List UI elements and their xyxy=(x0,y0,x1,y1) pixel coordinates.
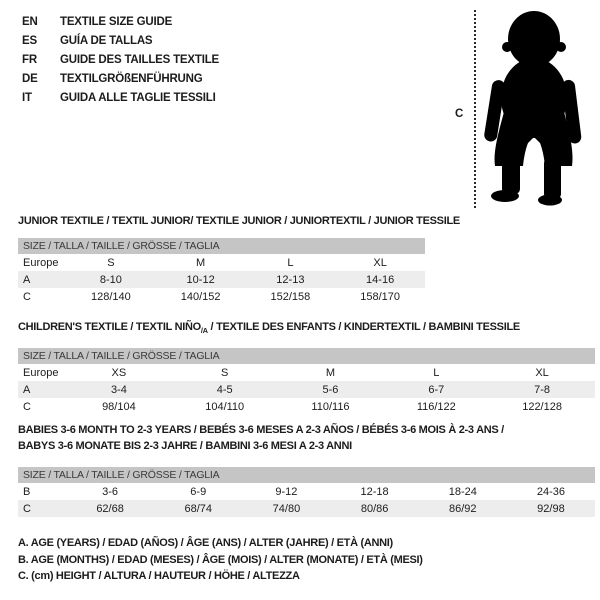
table-row xyxy=(18,500,595,517)
value-cell: 14-16 xyxy=(366,273,395,286)
language-label: TEXTILGRÖßENFÜHRUNG xyxy=(60,72,203,85)
value-cell: 74/80 xyxy=(272,502,301,515)
language-row-fr xyxy=(22,50,219,69)
toddler-silhouette xyxy=(482,8,582,206)
value-cell: 158/170 xyxy=(360,290,400,303)
row-label: C xyxy=(23,502,31,515)
footnote-legend xyxy=(18,535,423,585)
value-cell: 12-13 xyxy=(276,273,305,286)
value-cell: 3-4 xyxy=(110,383,127,396)
table-row xyxy=(18,254,425,271)
language-row-es xyxy=(22,31,219,50)
size-cell: L xyxy=(287,256,294,269)
language-code: ES xyxy=(22,34,37,47)
language-label: TEXTILE SIZE GUIDE xyxy=(60,15,173,28)
junior-size-table xyxy=(18,238,425,305)
row-label: A xyxy=(23,273,31,286)
value-cell: 152/158 xyxy=(270,290,311,303)
table-row xyxy=(18,288,425,305)
row-label: B xyxy=(23,485,31,498)
value-cell: 9-12 xyxy=(275,485,298,498)
size-cell: XS xyxy=(111,366,127,379)
value-cell: 98/104 xyxy=(102,400,136,413)
babies-table-title xyxy=(18,423,504,454)
language-row-it xyxy=(22,88,219,107)
value-cell: 10-12 xyxy=(186,273,215,286)
language-code: EN xyxy=(22,15,38,28)
value-cell: 3-6 xyxy=(102,485,119,498)
value-cell: 86/92 xyxy=(449,502,477,515)
children-size-table xyxy=(18,348,595,415)
table-row xyxy=(18,398,595,415)
language-label: GUÍA DE TALLAS xyxy=(60,34,153,47)
value-cell: 5-6 xyxy=(322,383,339,396)
size-cell: XL xyxy=(373,256,387,269)
value-cell: 104/110 xyxy=(205,400,245,413)
language-code: FR xyxy=(22,53,37,66)
value-cell: 140/152 xyxy=(180,290,221,303)
value-cell: 12-18 xyxy=(360,485,389,498)
table-row xyxy=(18,364,595,381)
height-measure-dashed-line xyxy=(474,10,476,208)
footnote-c: C. (cm) HEIGHT / ALTURA / HAUTEUR / HÖHE / ALTEZZA xyxy=(18,570,300,582)
value-cell: 24-36 xyxy=(536,485,566,498)
size-cell: L xyxy=(433,366,440,379)
language-label: GUIDA ALLE TAGLIE TESSILI xyxy=(60,91,216,104)
value-cell: 7-8 xyxy=(534,383,551,396)
size-cell: S xyxy=(221,366,229,379)
footnote-a: A. AGE (YEARS) / EDAD (AÑOS) / ÂGE (ANS) / ALTER (JAHRE) / ETÀ (ANNI) xyxy=(18,537,393,549)
size-header-bar: SIZE / TALLA / TAILLE / GRÖSSE / TAGLIA xyxy=(18,467,595,483)
language-label: GUIDE DES TAILLES TEXTILE xyxy=(60,53,219,66)
size-cell: M xyxy=(325,366,336,379)
size-cell: M xyxy=(196,256,206,269)
title-text: / TEXTILE DES ENFANTS / KINDERTEXTIL / BAMBINI TESSILE xyxy=(207,321,520,333)
value-cell: 80/86 xyxy=(360,502,389,515)
language-code: DE xyxy=(22,72,38,85)
row-label: C xyxy=(23,290,31,303)
value-cell: 6-7 xyxy=(428,383,445,396)
children-table-title xyxy=(18,320,520,339)
size-cell: XL xyxy=(535,366,549,379)
title-text: CHILDREN'S TEXTILE / TEXTIL NIÑO xyxy=(18,321,201,333)
footnote-b: B. AGE (MONTHS) / EDAD (MESES) / ÂGE (MOIS) / ALTER (MONATE) / ETÀ (MESI) xyxy=(18,553,423,566)
value-cell: 4-5 xyxy=(216,383,233,396)
table-row xyxy=(18,271,425,288)
value-cell: 62/68 xyxy=(96,502,124,515)
table-row xyxy=(18,483,595,500)
table-row xyxy=(18,381,595,398)
size-cell: S xyxy=(107,256,115,269)
value-cell: 18-24 xyxy=(448,485,477,498)
size-header-bar: SIZE / TALLA / TAILLE / GRÖSSE / TAGLIA xyxy=(18,348,595,364)
title-line: BABIES 3-6 MONTH TO 2-3 YEARS / BEBÉS 3-6 MESES A 2-3 AÑOS / BÉBÉS 3-6 MOIS À 2-3 ANS / xyxy=(18,424,504,436)
row-label: Europe xyxy=(23,366,59,379)
junior-table-title: JUNIOR TEXTILE / TEXTIL JUNIOR/ TEXTILE JUNIOR / JUNIORTEXTIL / JUNIOR TESSILE xyxy=(18,215,460,227)
row-label: Europe xyxy=(23,256,59,269)
row-label: A xyxy=(23,383,31,396)
row-label: C xyxy=(23,400,31,413)
babies-size-table xyxy=(18,467,595,517)
title-subscript: /A xyxy=(200,326,208,336)
value-cell: 68/74 xyxy=(184,502,213,515)
language-list xyxy=(22,12,219,107)
language-row-de xyxy=(22,69,219,88)
language-row-en xyxy=(22,12,219,31)
value-cell: 6-9 xyxy=(190,485,207,498)
size-header-bar: SIZE / TALLA / TAILLE / GRÖSSE / TAGLIA xyxy=(18,238,425,254)
measure-label-c: C xyxy=(455,108,464,120)
value-cell: 116/122 xyxy=(416,400,456,413)
value-cell: 128/140 xyxy=(90,290,131,303)
value-cell: 8-10 xyxy=(99,273,122,286)
title-line: BABYS 3-6 MONATE BIS 2-3 JAHRE / BAMBINI 3-6 MESI A 2-3 ANNI xyxy=(18,439,352,452)
language-code: IT xyxy=(22,91,32,104)
value-cell: 122/128 xyxy=(522,400,562,413)
value-cell: 110/116 xyxy=(311,400,350,413)
value-cell: 92/98 xyxy=(537,502,565,515)
